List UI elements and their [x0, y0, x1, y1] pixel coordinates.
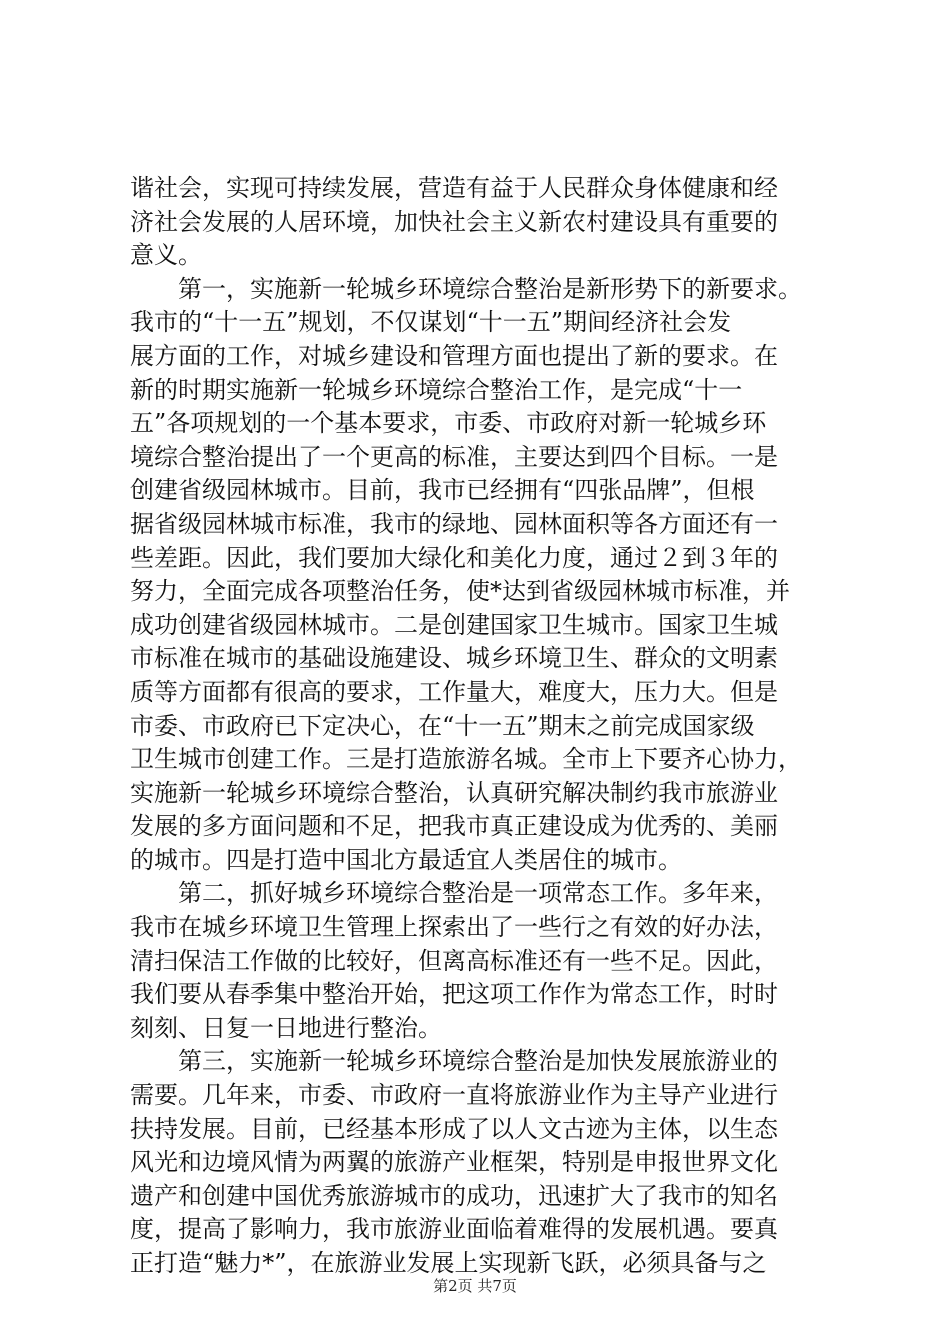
text-line: 发展的多方面问题和不足，把我市真正建设成为优秀的、美丽: [130, 812, 778, 841]
paragraph-first-line: 第一，实施新一轮城乡环境综合整治是新形势下的新要求。: [178, 274, 802, 303]
text-line: 清扫保洁工作做的比较好，但离高标准还有一些不足。因此，: [130, 946, 778, 975]
text-line: 意义。: [130, 241, 202, 270]
text-line: 境综合整治提出了一个更高的标准，主要达到四个目标。一是: [130, 442, 778, 471]
text-line: 努力，全面完成各项整治任务，使*达到省级园林城市标准，并: [130, 577, 790, 606]
page-number: 第2页 共7页: [433, 1277, 517, 1295]
paragraph-first-line: 第二，抓好城乡环境综合整治是一项常态工作。多年来，: [178, 879, 778, 908]
text-line: 的城市。四是打造中国北方最适宜人类居住的城市。: [130, 845, 682, 874]
text-line: 刻刻、日复一日地进行整治。: [130, 1013, 442, 1042]
text-line: 济社会发展的人居环境，加快社会主义新农村建设具有重要的: [130, 207, 778, 236]
text-line: 创建省级园林城市。目前，我市已经拥有“四张品牌”，但根: [130, 476, 755, 505]
text-line: 度，提高了影响力，我市旅游业面临着难得的发展机遇。要真: [130, 1215, 778, 1244]
text-line: 风光和边境风情为两翼的旅游产业框架，特别是申报世界文化: [130, 1148, 778, 1177]
text-line: 需要。几年来，市委、市政府一直将旅游业作为主导产业进行: [130, 1081, 778, 1110]
text-line: 质等方面都有很高的要求，工作量大，难度大，压力大。但是: [130, 677, 778, 706]
text-line: 展方面的工作，对城乡建设和管理方面也提出了新的要求。在: [130, 341, 778, 370]
text-line: 卫生城市创建工作。三是打造旅游名城。全市上下要齐心协力，: [130, 745, 802, 774]
paragraph-first-line: 第三，实施新一轮城乡环境综合整治是加快发展旅游业的: [178, 1047, 778, 1076]
text-line: 实施新一轮城乡环境综合整治，认真研究解决制约我市旅游业: [130, 778, 778, 807]
text-line: 市委、市政府已下定决心，在“十一五”期末之前完成国家级: [130, 711, 755, 740]
text-line: 市标准在城市的基础设施建设、城乡环境卫生、群众的文明素: [130, 644, 778, 673]
text-line: 我市在城乡环境卫生管理上探索出了一些行之有效的好办法，: [130, 913, 778, 942]
text-line: 扶持发展。目前，已经基本形成了以人文古迹为主体，以生态: [130, 1114, 778, 1143]
text-line: 我市的“十一五”规划，不仅谋划“十一五”期间经济社会发: [130, 308, 732, 337]
text-line: 新的时期实施新一轮城乡环境综合整治工作，是完成“十一: [130, 375, 743, 404]
text-line: 据省级园林城市标准，我市的绿地、园林面积等各方面还有一: [130, 509, 778, 538]
document-body: [130, 172, 830, 1281]
text-line: 些差距。因此，我们要加大绿化和美化力度，通过２到３年的: [130, 543, 778, 572]
text-line: 五”各项规划的一个基本要求，市委、市政府对新一轮城乡环: [130, 409, 767, 438]
text-line: 谐社会，实现可持续发展，营造有益于人民群众身体健康和经: [130, 174, 778, 202]
text-line: 遗产和创建中国优秀旅游城市的成功，迅速扩大了我市的知名: [130, 1181, 778, 1210]
text-line: 我们要从春季集中整治开始，把这项工作作为常态工作，时时: [130, 980, 778, 1009]
page-footer: [0, 1275, 950, 1296]
text-line: 成功创建省级园林城市。二是创建国家卫生城市。国家卫生城: [130, 610, 778, 639]
text-line: 正打造“魅力*”，在旅游业发展上实现新飞跃，必须具备与之: [130, 1249, 767, 1277]
